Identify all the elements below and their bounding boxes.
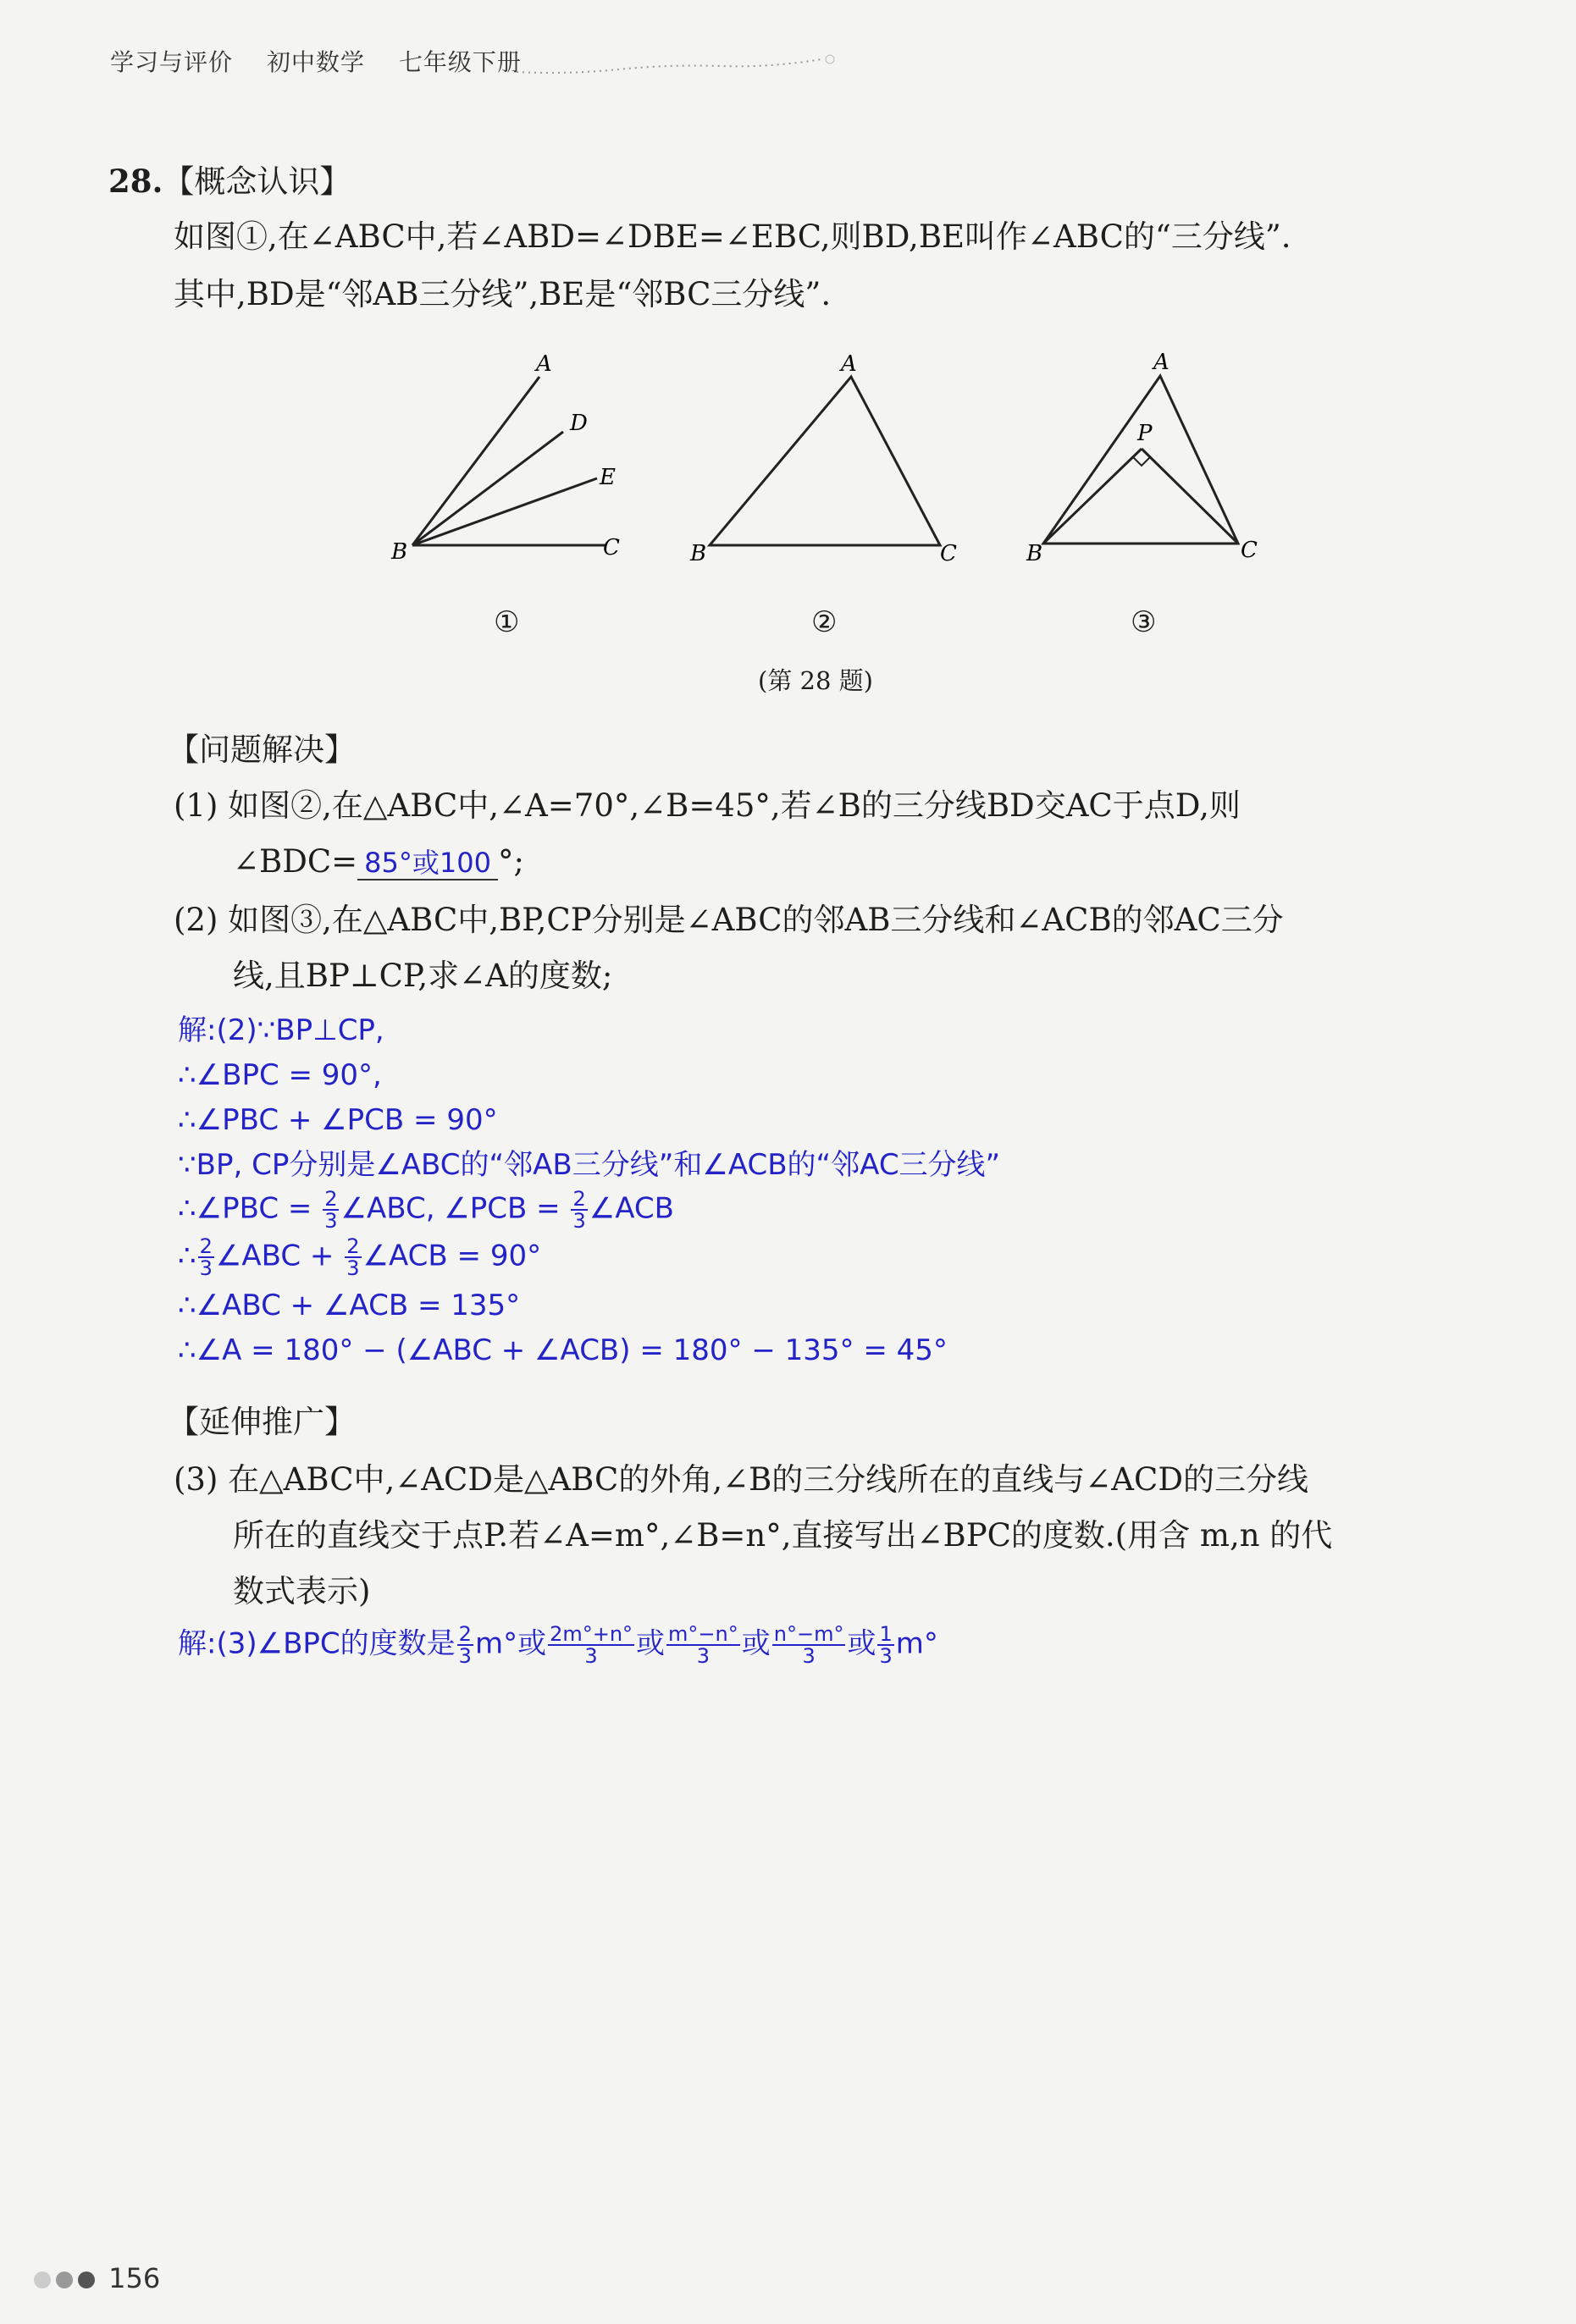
page-number: 156 bbox=[108, 2262, 161, 2294]
sol3-t1: m°或 bbox=[474, 1626, 547, 1661]
sol3-t2: 或 bbox=[636, 1626, 666, 1661]
footer-dot-icon bbox=[56, 2272, 73, 2288]
q2-line-1: (2) 如图③,在△ABC中,BP,CP分别是∠ABC的邻AB三分线和∠ACB的邻AC三分 bbox=[174, 902, 1284, 938]
grade-title: 七年级下册 bbox=[398, 48, 522, 76]
footer-dot-icon bbox=[34, 2272, 51, 2288]
question-title bbox=[108, 163, 351, 201]
fig2-label-A: A bbox=[841, 351, 857, 377]
fig1-label-A: A bbox=[536, 351, 552, 377]
fig3-label-A: A bbox=[1153, 350, 1170, 375]
fig1-label-B: B bbox=[391, 539, 408, 565]
fraction: $\frac{2}{3}$ bbox=[324, 1187, 338, 1233]
figure-1-caption: ① bbox=[494, 605, 520, 639]
q1-pre: ∠BDC= bbox=[233, 843, 358, 880]
figure-3 bbox=[1043, 376, 1238, 544]
book-title: 学习与评价 bbox=[110, 48, 234, 76]
fraction: $\frac{n^\circ-m^\circ}{3}$ bbox=[773, 1622, 844, 1668]
q1-answer: 85°或100 bbox=[357, 847, 498, 880]
sol2-line-4: ∵BP, CP分别是∠ABC的“邻AB三分线”和∠ACB的“邻AC三分线” bbox=[178, 1148, 1001, 1182]
fraction: $\frac{2m^\circ+n^\circ}{3}$ bbox=[550, 1622, 633, 1668]
figure-1 bbox=[412, 377, 606, 545]
page-header bbox=[110, 44, 547, 78]
fig1-label-D: D bbox=[570, 411, 588, 436]
header-decoration bbox=[517, 51, 872, 85]
q3-line-2: 所在的直线交于点P.若∠A=m°,∠B=n°,直接写出∠BPC的度数.(用含 m,n 的代 bbox=[233, 1517, 1333, 1554]
fraction: $\frac{2}{3}$ bbox=[199, 1234, 213, 1280]
sol2-line-2: ∴∠BPC = 90°, bbox=[178, 1058, 382, 1092]
question-number: 28. bbox=[108, 163, 163, 200]
sol2-line-5 bbox=[178, 1189, 674, 1231]
fraction: $\frac{1}{3}$ bbox=[879, 1622, 893, 1668]
sol2-line-6 bbox=[178, 1236, 541, 1278]
fig2-label-C: C bbox=[940, 541, 957, 566]
sol2-l5-part-b: ∠ABC, ∠PCB = bbox=[340, 1191, 561, 1226]
section-problem: 【问题解决】 bbox=[168, 731, 356, 768]
figure-3-caption: ③ bbox=[1131, 605, 1157, 639]
sol2-l6-part-b: ∠ABC + bbox=[215, 1239, 335, 1273]
sol2-line-3: ∴∠PBC + ∠PCB = 90° bbox=[178, 1103, 498, 1137]
sol2-line-8: ∴∠A = 180° − (∠ABC + ∠ACB) = 180° − 135° = 45° bbox=[178, 1333, 948, 1367]
figure-2-triangle bbox=[710, 377, 940, 545]
q3-line-1: (3) 在△ABC中,∠ACD是△ABC的外角,∠B的三分线所在的直线与∠ACD的三分线 bbox=[174, 1461, 1309, 1498]
figure-2-caption: ② bbox=[811, 605, 838, 639]
fraction: $\frac{2}{3}$ bbox=[572, 1187, 586, 1233]
sol3-t4: 或 bbox=[847, 1626, 876, 1661]
section-extend: 【延伸推广】 bbox=[168, 1404, 356, 1440]
fraction: $\frac{2}{3}$ bbox=[458, 1622, 472, 1668]
sol2-l5-part-c: ∠ACB bbox=[589, 1191, 674, 1226]
sol3-t5: m° bbox=[895, 1626, 938, 1661]
sol3-t3: 或 bbox=[741, 1626, 771, 1661]
concept-line-2: 其中,BD是“邻AB三分线”,BE是“邻BC三分线”. bbox=[174, 276, 832, 312]
section-concept: 【概念认识】 bbox=[163, 163, 351, 200]
sol3-pre: 解:(3)∠BPC的度数是 bbox=[178, 1626, 456, 1661]
page-footer bbox=[34, 2262, 160, 2294]
sol2-l5-part-a: ∴∠PBC = bbox=[178, 1191, 312, 1226]
footer-dot-icon bbox=[78, 2272, 95, 2288]
fig2-label-B: B bbox=[690, 541, 707, 566]
q1-line-1: (1) 如图②,在△ABC中,∠A=70°,∠B=45°,若∠B的三分线BD交AC于点D,则 bbox=[174, 787, 1241, 824]
figure-caption: (第 28 题) bbox=[758, 666, 873, 695]
fraction: $\frac{m^\circ-n^\circ}{3}$ bbox=[668, 1622, 738, 1668]
fig3-label-C: C bbox=[1241, 538, 1258, 563]
figures bbox=[0, 339, 1576, 618]
sol2-l6-part-a: ∴ bbox=[178, 1239, 196, 1273]
fig3-label-P: P bbox=[1137, 421, 1153, 446]
q3-line-3: 数式表示) bbox=[233, 1573, 371, 1609]
sol3-line bbox=[178, 1624, 938, 1666]
concept-line-1: 如图①,在∠ABC中,若∠ABD=∠DBE=∠EBC,则BD,BE叫作∠ABC的“三分线”. bbox=[174, 218, 1291, 255]
fraction: $\frac{2}{3}$ bbox=[346, 1234, 360, 1280]
sol2-line-7: ∴∠ABC + ∠ACB = 135° bbox=[178, 1289, 521, 1322]
subject-title: 初中数学 bbox=[266, 48, 365, 76]
sol2-line-1: 解:(2)∵BP⊥CP, bbox=[178, 1013, 384, 1047]
sol2-l6-part-c: ∠ACB = 90° bbox=[362, 1239, 542, 1273]
q1-line-2 bbox=[233, 843, 524, 880]
fig1-label-C: C bbox=[603, 535, 620, 560]
q1-post: °; bbox=[497, 843, 524, 880]
fig1-label-E: E bbox=[600, 465, 616, 490]
fig3-label-B: B bbox=[1026, 541, 1043, 566]
q2-line-2: 线,且BP⊥CP,求∠A的度数; bbox=[233, 958, 613, 994]
